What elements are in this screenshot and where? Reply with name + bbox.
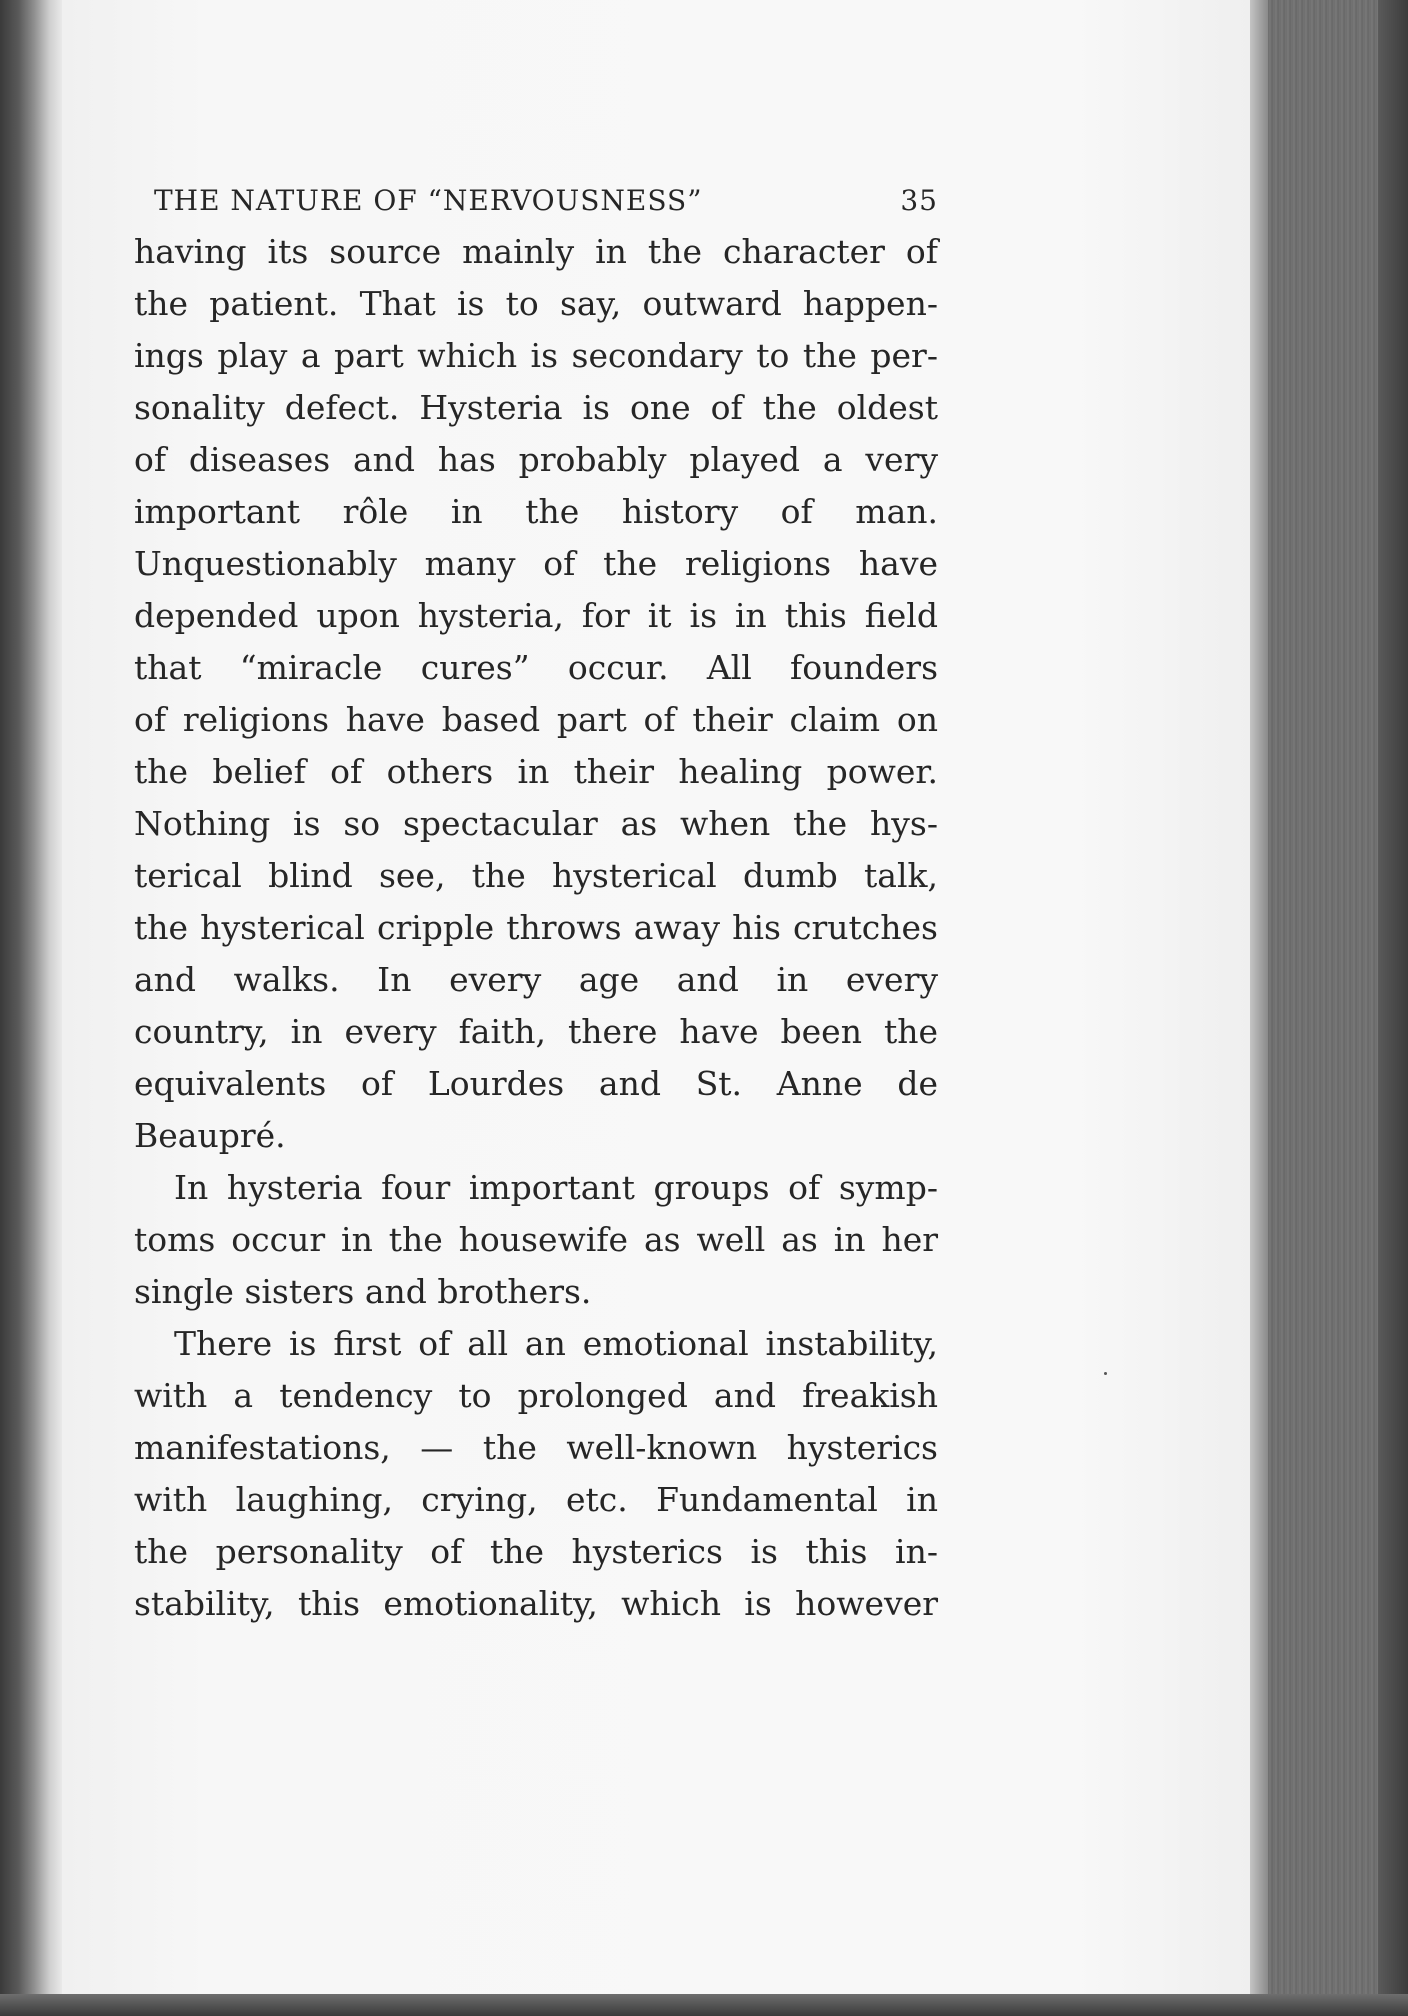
speck — [1104, 1372, 1107, 1375]
text-line: ings play a part which is secondary to the per- — [134, 336, 938, 375]
text-line: depended upon hysteria, for it is in this field — [134, 596, 938, 635]
text-line: terical blind see, the hysterical dumb talk, — [134, 856, 938, 895]
text-line: with a tendency to prolonged and freakish — [134, 1376, 938, 1415]
text-line: Unquestionably many of the religions have — [134, 544, 938, 583]
text-line: the personality of the hysterics is this in- — [134, 1532, 938, 1571]
text-line: country, in every faith, there have been the — [134, 1012, 938, 1051]
text-line: the belief of others in their healing power. — [134, 752, 938, 791]
text-line: of diseases and has probably played a very — [134, 440, 938, 479]
page-number: 35 — [900, 184, 938, 217]
bottom-edge — [0, 1994, 1408, 2016]
running-head-title: THE NATURE OF “NERVOUSNESS” — [154, 184, 703, 217]
text-line: the hysterical cripple throws away his crutches — [134, 908, 938, 947]
text-line: that “miracle cures” occur. All founders — [134, 648, 938, 687]
text-line: single sisters and brothers. — [134, 1272, 592, 1311]
text-line: sonality defect. Hysteria is one of the oldest — [134, 388, 938, 427]
right-page-edges — [1250, 0, 1408, 2016]
paragraph-3 — [134, 1318, 938, 1630]
text-line: In hysteria four important groups of symp- — [174, 1168, 938, 1207]
text-line: stability, this emotionality, which is however — [134, 1584, 938, 1623]
text-line: the patient. That is to say, outward happen- — [134, 284, 938, 323]
text-line: equivalents of Lourdes and St. Anne de — [134, 1064, 938, 1103]
page-text — [134, 176, 938, 1630]
text-line: Beaupré. — [134, 1116, 286, 1155]
paragraph-2 — [134, 1162, 938, 1318]
text-line: toms occur in the housewife as well as in her — [134, 1220, 938, 1259]
text-line: with laughing, crying, etc. Fundamental in — [134, 1480, 938, 1519]
text-line: and walks. In every age and in every — [134, 960, 938, 999]
paragraph-1 — [134, 226, 938, 1162]
text-line: Nothing is so spectacular as when the hys- — [134, 804, 938, 843]
running-head — [154, 176, 938, 226]
text-line: having its source mainly in the character of — [134, 232, 938, 271]
text-line: There is first of all an emotional instability, — [174, 1324, 938, 1363]
text-line: manifestations, — the well-known hysterics — [134, 1428, 938, 1467]
text-line: important rôle in the history of man. — [134, 492, 938, 531]
left-binding-edge — [0, 0, 62, 2016]
text-line: of religions have based part of their claim on — [134, 700, 938, 739]
